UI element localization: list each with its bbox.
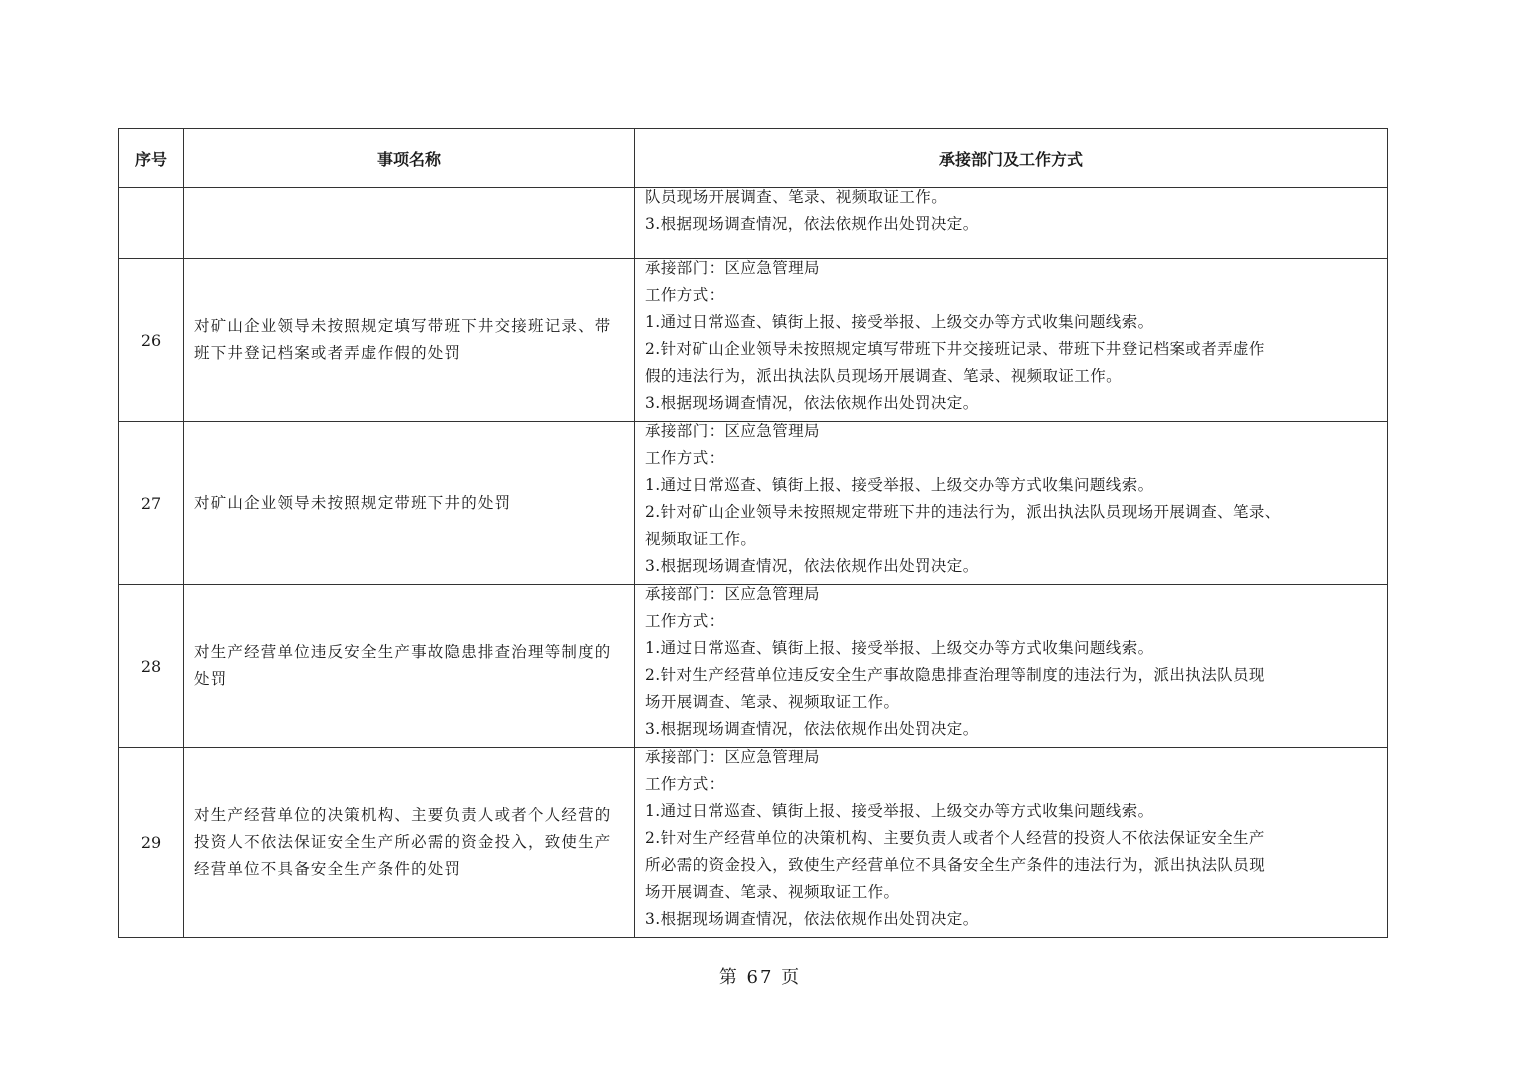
method-line: 1.通过日常巡查、镇街上报、接受举报、上级交办等方式收集问题线索。	[645, 639, 1154, 657]
method-line: 1.通过日常巡查、镇街上报、接受举报、上级交办等方式收集问题线索。	[645, 313, 1154, 331]
method-line: 1.通过日常巡查、镇街上报、接受举报、上级交办等方式收集问题线索。	[645, 802, 1154, 820]
method-line: 所必需的资金投入，致使生产经营单位不具备安全生产条件的违法行为，派出执法队员现	[645, 856, 1266, 874]
page-number: 第 67 页	[718, 967, 802, 988]
row-dept-method	[635, 422, 1388, 585]
row-item-name: 对矿山企业领导未按照规定带班下井的处罚	[184, 422, 635, 585]
dept-line: 承接部门：区应急管理局	[645, 748, 820, 766]
method-line: 2.针对生产经营单位违反安全生产事故隐患排查治理等制度的违法行为，派出执法队员现	[645, 666, 1265, 684]
row-dept-method	[635, 585, 1388, 748]
header-item-name: 事项名称	[184, 129, 635, 188]
header-dept-method: 承接部门及工作方式	[635, 129, 1388, 188]
dept-line: 承接部门：区应急管理局	[645, 259, 820, 277]
header-seq: 序号	[119, 129, 184, 188]
dept-line: 承接部门：区应急管理局	[645, 422, 820, 440]
table-row	[119, 422, 1388, 585]
method-line: 3.根据现场调查情况，依法依规作出处罚决定。	[645, 557, 979, 575]
table-row	[119, 585, 1388, 748]
method-line: 3.根据现场调查情况，依法依规作出处罚决定。	[645, 720, 979, 738]
method-line: 2.针对矿山企业领导未按照规定填写带班下井交接班记录、带班下井登记档案或者弄虚作	[645, 340, 1265, 358]
row-seq: 29	[119, 748, 184, 938]
row-seq	[119, 188, 184, 259]
method-line: 3.根据现场调查情况，依法依规作出处罚决定。	[645, 910, 979, 928]
row-dept-method	[635, 259, 1388, 422]
dept-line: 承接部门：区应急管理局	[645, 585, 820, 603]
row-dept-method	[635, 748, 1388, 938]
table-row	[119, 748, 1388, 938]
row-item-name: 对生产经营单位违反安全生产事故隐患排查治理等制度的处罚	[184, 585, 635, 748]
method-line: 2.针对矿山企业领导未按照规定带班下井的违法行为，派出执法队员现场开展调查、笔录、	[645, 503, 1281, 521]
row-seq: 26	[119, 259, 184, 422]
items-table	[118, 128, 1388, 938]
method-label-line: 工作方式：	[645, 286, 725, 304]
method-line: 队员现场开展调查、笔录、视频取证工作。	[645, 188, 948, 206]
row-item-name: 对生产经营单位的决策机构、主要负责人或者个人经营的投资人不依法保证安全生产所必需的资金投入，致使生产经营单位不具备安全生产条件的处罚	[184, 748, 635, 938]
row-seq: 27	[119, 422, 184, 585]
table-header-row	[119, 129, 1388, 188]
method-line: 假的违法行为，派出执法队员现场开展调查、笔录、视频取证工作。	[645, 367, 1123, 385]
row-item-name	[184, 188, 635, 259]
row-dept-method	[635, 188, 1388, 259]
method-line: 1.通过日常巡查、镇街上报、接受举报、上级交办等方式收集问题线索。	[645, 476, 1154, 494]
table-row-continuation	[119, 188, 1388, 259]
method-label-line: 工作方式：	[645, 612, 725, 630]
method-line: 场开展调查、笔录、视频取证工作。	[645, 883, 900, 901]
method-line: 3.根据现场调查情况，依法依规作出处罚决定。	[645, 394, 979, 412]
row-item-name: 对矿山企业领导未按照规定填写带班下井交接班记录、带班下井登记档案或者弄虚作假的处罚	[184, 259, 635, 422]
table-row	[119, 259, 1388, 422]
method-line: 视频取证工作。	[645, 530, 757, 548]
row-seq: 28	[119, 585, 184, 748]
method-line: 场开展调查、笔录、视频取证工作。	[645, 693, 900, 711]
method-label-line: 工作方式：	[645, 775, 725, 793]
method-line: 2.针对生产经营单位的决策机构、主要负责人或者个人经营的投资人不依法保证安全生产	[645, 829, 1265, 847]
method-line: 3.根据现场调查情况，依法依规作出处罚决定。	[645, 215, 979, 233]
method-label-line: 工作方式：	[645, 449, 725, 467]
